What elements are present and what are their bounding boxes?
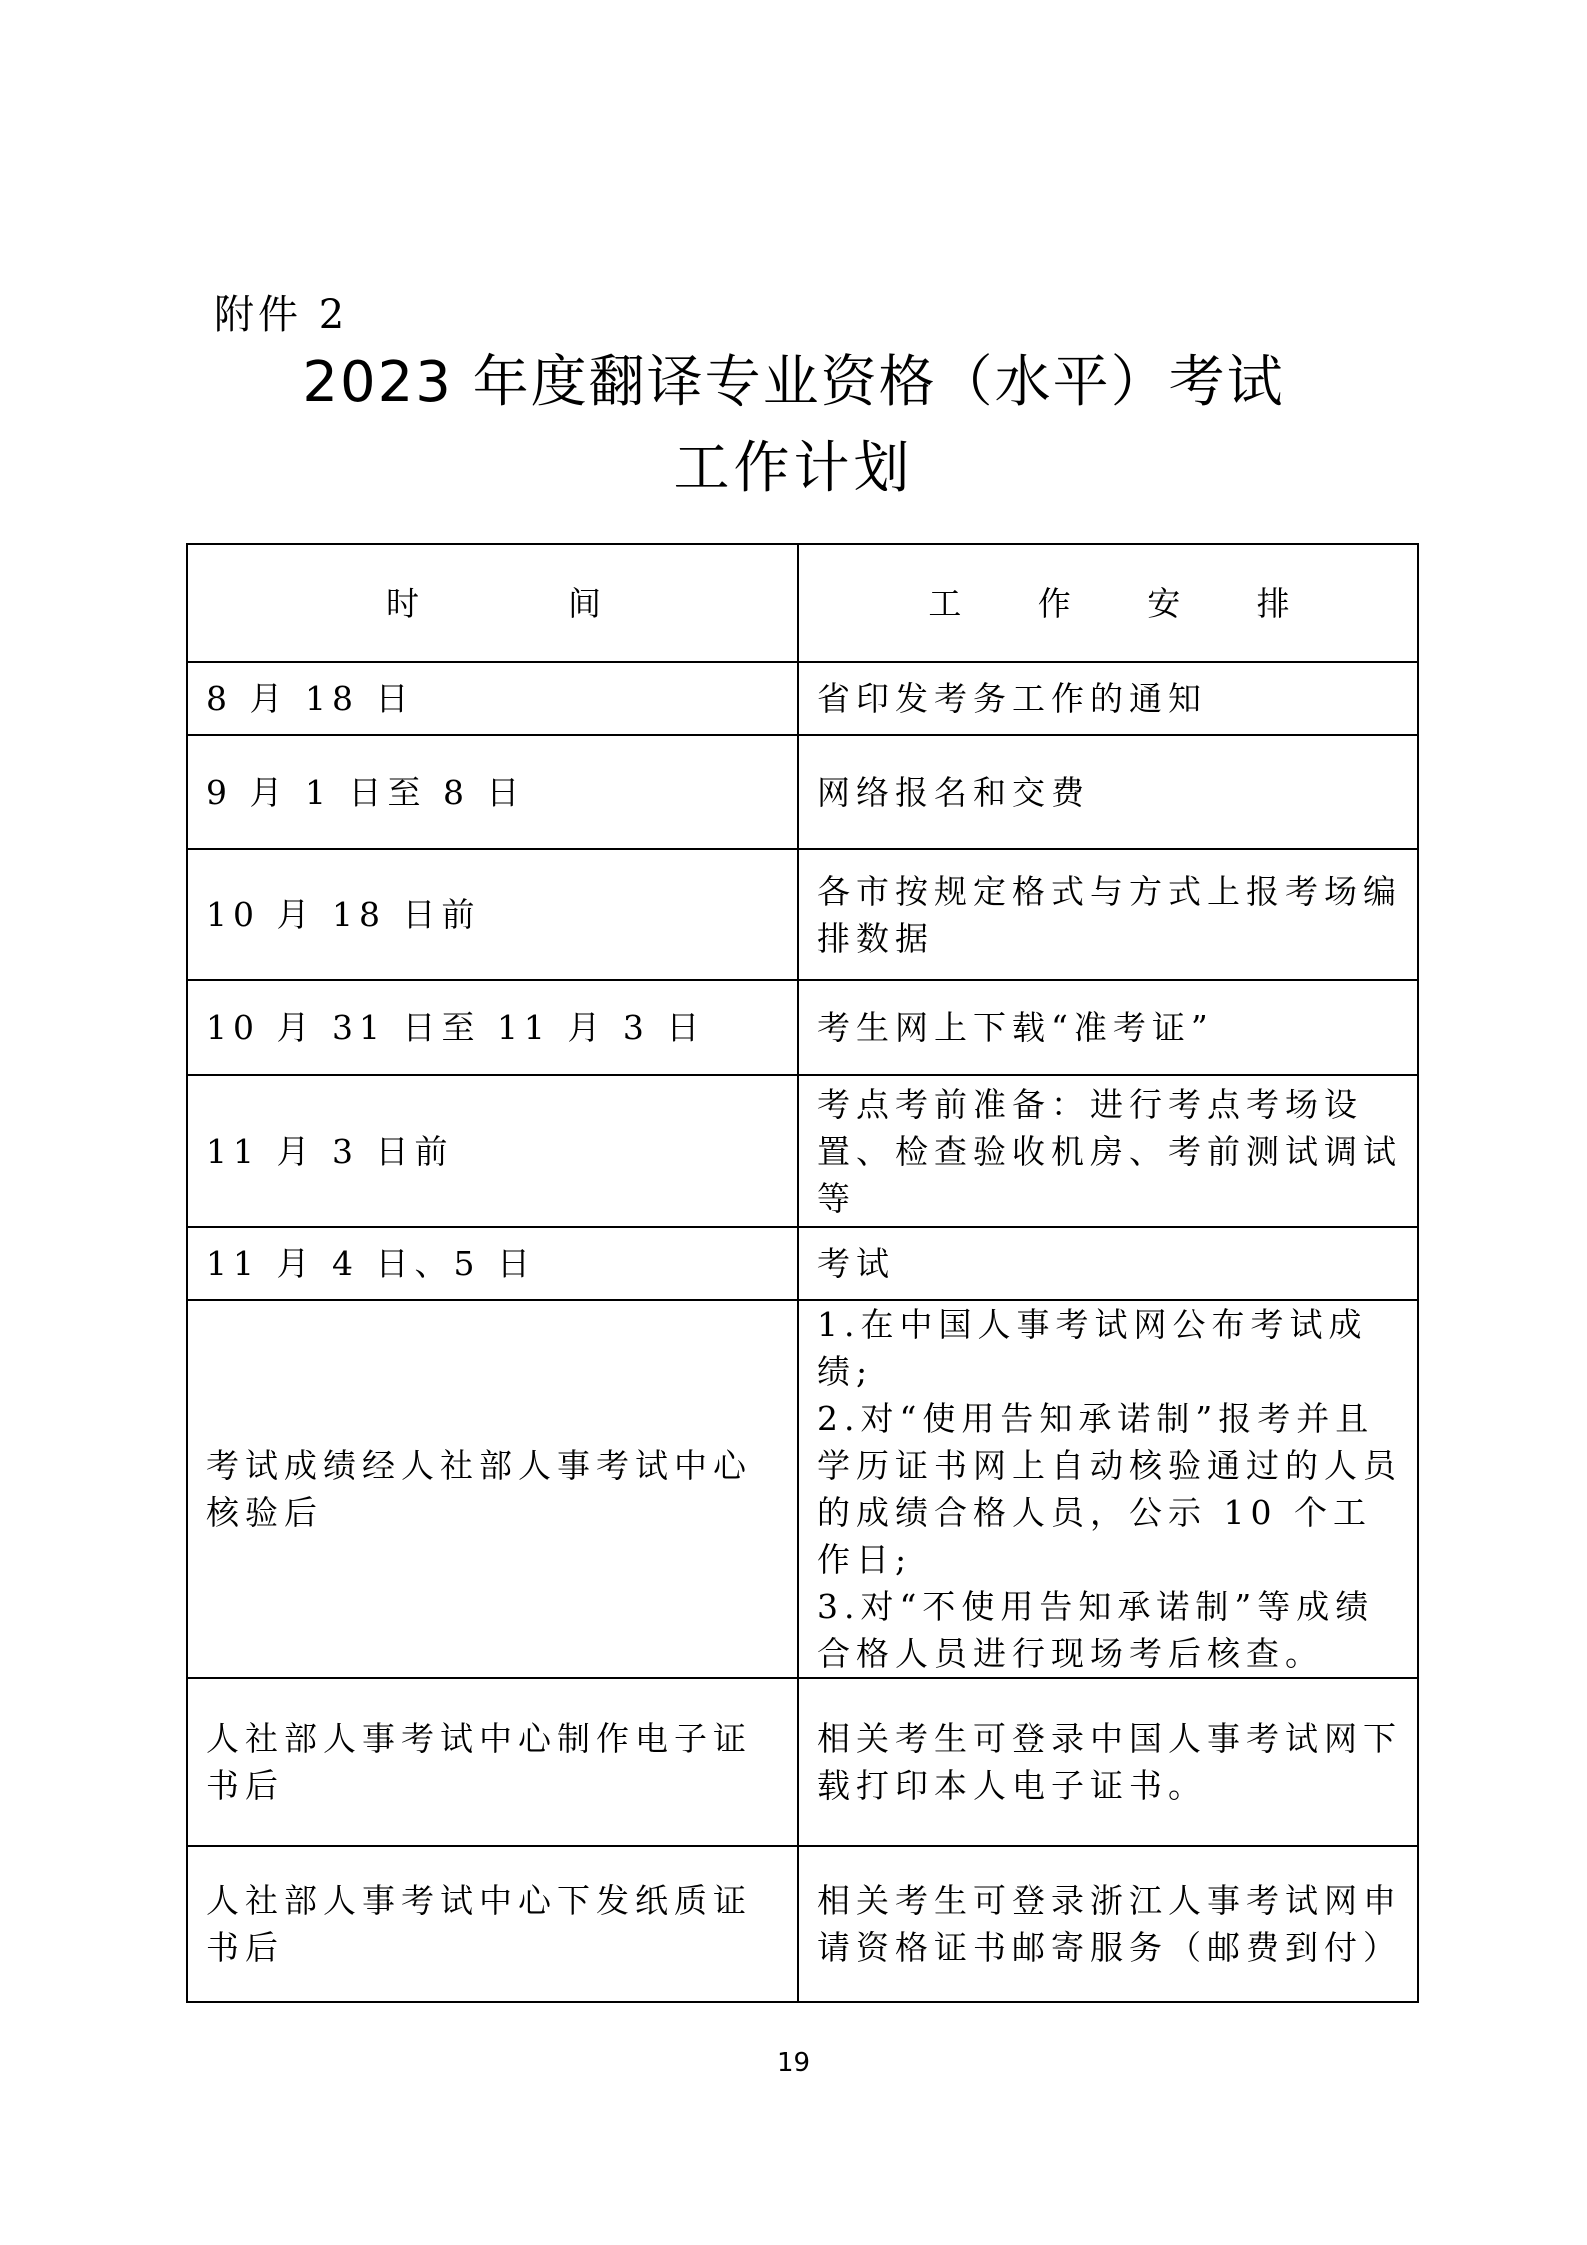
notes-cell: [798, 1300, 1418, 1678]
table-row: [187, 735, 1418, 849]
table-row: [187, 1075, 1418, 1227]
time-cell: 人社部人事考试中心制作电子证书后: [187, 1678, 798, 1846]
time-cell: 10 月 18 日前: [187, 849, 798, 980]
work-cell: 网络报名和交费: [798, 735, 1418, 849]
document-subtitle: 工作计划: [673, 436, 914, 501]
work-cell: 省印发考务工作的通知: [798, 662, 1418, 735]
table-row: [187, 1300, 1418, 1678]
table-row: [187, 980, 1418, 1075]
table-row: [187, 1227, 1418, 1300]
time-cell: 考试成绩经人社部人事考试中心核验后: [187, 1300, 798, 1678]
work-cell: 考试: [798, 1227, 1418, 1300]
header-work: [798, 544, 1418, 662]
attachment-label: 附件 2: [214, 292, 349, 338]
time-cell: 8 月 18 日: [187, 662, 798, 735]
table-row: [187, 849, 1418, 980]
header-time: [187, 544, 798, 662]
time-cell: 11 月 4 日、5 日: [187, 1227, 798, 1300]
work-plan-table: [186, 543, 1419, 2003]
time-cell: 人社部人事考试中心下发纸质证书后: [187, 1846, 798, 2002]
note-item: 3.对“不使用告知承诺制”等成绩合格人员进行现场考后核查。: [817, 1587, 1375, 1673]
note-item: 1.在中国人事考试网公布考试成绩;: [817, 1305, 1368, 1391]
table-row: [187, 1846, 1418, 2002]
work-cell: 考点考前准备：进行考点考场设置、检查验收机房、考前测试调试等: [798, 1075, 1418, 1227]
time-cell: 10 月 31 日至 11 月 3 日: [187, 980, 798, 1075]
note-item: 2.对“使用告知承诺制”报考并且学历证书网上自动核验通过的人员的成绩合格人员，公示 10 个工作日;: [817, 1399, 1402, 1579]
document-title: 2023 年度翻译专业资格（水平）考试: [302, 350, 1285, 415]
table-row: [187, 1678, 1418, 1846]
table-row: [187, 662, 1418, 735]
work-cell: 考生网上下载“准考证”: [798, 980, 1418, 1075]
table-header-row: [187, 544, 1418, 662]
time-cell: 11 月 3 日前: [187, 1075, 798, 1227]
work-cell: 各市按规定格式与方式上报考场编排数据: [798, 849, 1418, 980]
work-cell: 相关考生可登录浙江人事考试网申请资格证书邮寄服务（邮费到付）: [798, 1846, 1418, 2002]
header-work-label: 工 作 安 排: [928, 583, 1294, 623]
page-number: 19: [776, 2048, 811, 2078]
time-cell: 9 月 1 日至 8 日: [187, 735, 798, 849]
work-cell: 相关考生可登录中国人事考试网下载打印本人电子证书。: [798, 1678, 1418, 1846]
header-time-label: 时 间: [386, 583, 605, 623]
